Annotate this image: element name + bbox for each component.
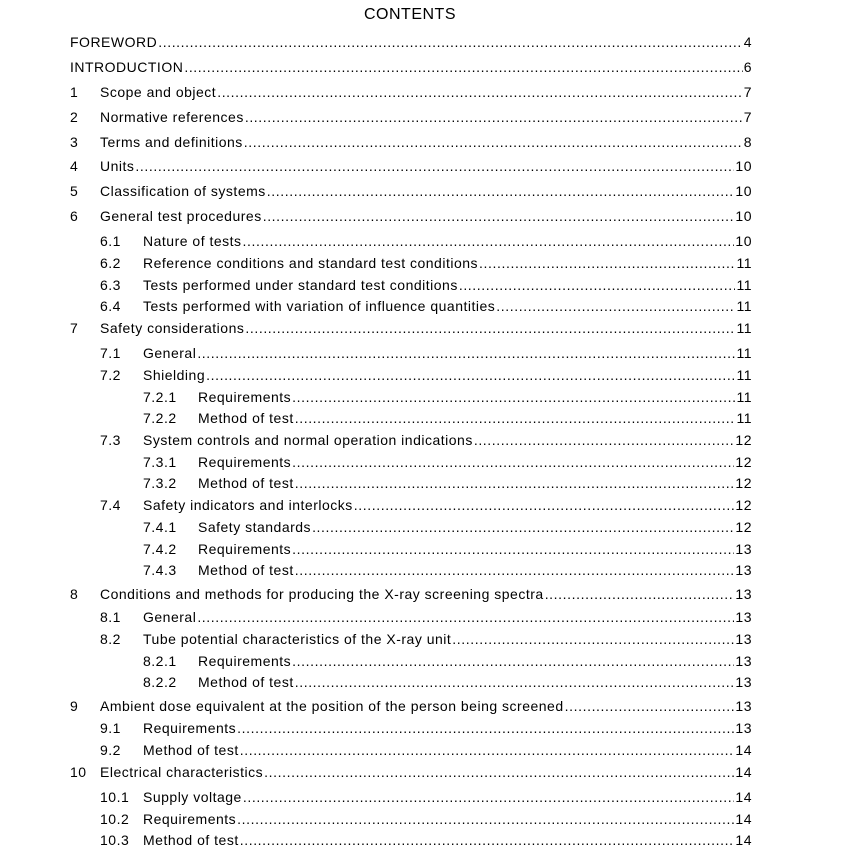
toc-entry-page: 14	[735, 764, 752, 780]
toc-entry-page: 13	[735, 698, 752, 714]
toc-entry-label: Method of test	[143, 832, 239, 848]
toc-entry-page: 11	[736, 277, 752, 293]
toc-entry-number: 10.3	[100, 832, 130, 848]
toc-entry-number: 7.2.2	[143, 410, 177, 426]
toc-entry-page: 11	[736, 320, 752, 336]
toc-entry-label: Safety indicators and interlocks	[143, 497, 353, 513]
toc-entry-label: Method of test	[143, 742, 239, 758]
toc-entry-number: 7	[70, 320, 79, 336]
toc-entry-page: 13	[735, 653, 752, 669]
toc-entry[interactable]	[100, 810, 752, 828]
toc-entry[interactable]	[70, 33, 752, 51]
toc-entry-number: 9.1	[100, 720, 121, 736]
toc-dot-leader	[292, 540, 734, 558]
toc-dot-leader	[292, 453, 734, 471]
toc-entry-number: 9.2	[100, 742, 121, 758]
toc-entry-page: 12	[735, 497, 752, 513]
toc-entry[interactable]	[100, 741, 752, 759]
toc-entry-page: 12	[735, 432, 752, 448]
toc-entry[interactable]	[100, 366, 752, 384]
toc-entry-label: Safety considerations	[100, 320, 245, 336]
toc-entry-number: 8.2	[100, 631, 121, 647]
toc-entry-page: 4	[743, 34, 752, 50]
toc-entry[interactable]	[70, 182, 752, 200]
toc-entry-page: 13	[735, 720, 752, 736]
toc-entry-page: 11	[736, 389, 752, 405]
toc-entry[interactable]	[100, 788, 752, 806]
toc-entry-number: 6	[70, 208, 79, 224]
toc-dot-leader	[245, 108, 743, 126]
toc-entry-page: 10	[735, 208, 752, 224]
toc-dot-leader	[240, 741, 735, 759]
toc-entry[interactable]	[100, 719, 752, 737]
toc-entry[interactable]	[70, 585, 752, 603]
toc-entry-label: Requirements	[198, 653, 292, 669]
toc-entry[interactable]	[143, 561, 752, 579]
toc-dot-leader	[565, 697, 735, 715]
toc-entry[interactable]	[70, 58, 752, 76]
toc-dot-leader	[292, 652, 734, 670]
toc-entry[interactable]	[70, 157, 752, 175]
toc-entry-number: 7.4.2	[143, 541, 177, 557]
toc-dot-leader	[244, 133, 743, 151]
toc-dot-leader	[184, 58, 742, 76]
toc-entry-page: 14	[735, 811, 752, 827]
toc-dot-leader	[545, 585, 735, 603]
toc-entry-page: 14	[735, 832, 752, 848]
toc-entry-label: Method of test	[198, 674, 294, 690]
toc-entry-number: 10.2	[100, 811, 130, 827]
page-title: CONTENTS	[364, 6, 456, 23]
toc-entry-number: 3	[70, 134, 79, 150]
toc-entry-number: 2	[70, 109, 79, 125]
toc-dot-leader	[135, 157, 734, 175]
toc-entry-page: 12	[735, 475, 752, 491]
toc-dot-leader	[295, 474, 735, 492]
toc-entry[interactable]	[143, 652, 752, 670]
toc-entry-page: 13	[735, 562, 752, 578]
toc-entry-page: 10	[735, 183, 752, 199]
toc-entry-page: 11	[736, 255, 752, 271]
toc-entry[interactable]	[100, 276, 752, 294]
toc-entry-label: Tests performed under standard test conditions	[143, 277, 458, 293]
toc-dot-leader	[237, 810, 734, 828]
toc-entry-number: 7.1	[100, 345, 121, 361]
toc-entry-page: 10	[735, 158, 752, 174]
toc-dot-leader	[292, 388, 735, 406]
toc-entry-label: General test procedures	[100, 208, 262, 224]
toc-entry-page: 11	[736, 367, 752, 383]
toc-dot-leader	[452, 630, 734, 648]
toc-entry-page: 14	[735, 789, 752, 805]
toc-entry-label: System controls and normal operation indications	[143, 432, 473, 448]
toc-entry-label: Requirements	[143, 811, 237, 827]
toc-entry-number: 6.2	[100, 255, 121, 271]
toc-entry[interactable]	[143, 409, 752, 427]
toc-entry-label: Tube potential characteristics of the X-ray unit	[143, 631, 452, 647]
toc-entry-label: Method of test	[198, 475, 294, 491]
toc-entry[interactable]	[70, 83, 752, 101]
toc-entry-number: 7.3	[100, 432, 121, 448]
toc-entry-label: Units	[100, 158, 135, 174]
toc-entry[interactable]	[100, 608, 752, 626]
toc-entry[interactable]	[70, 763, 752, 781]
toc-dot-leader	[496, 297, 735, 315]
toc-entry-number: 8.1	[100, 609, 121, 625]
toc-dot-leader	[312, 518, 734, 536]
toc-entry[interactable]	[100, 254, 752, 272]
toc-entry-label: Tests performed with variation of influence quantities	[143, 298, 496, 314]
toc-entry-label: Classification of systems	[100, 183, 266, 199]
toc-entry[interactable]	[100, 831, 752, 849]
toc-entry-label: Conditions and methods for producing the X-ray screening spectra	[100, 586, 544, 602]
toc-dot-leader	[459, 276, 736, 294]
toc-entry-number: 6.1	[100, 233, 121, 249]
toc-entry-number: 7.4	[100, 497, 121, 513]
toc-entry-page: 13	[735, 586, 752, 602]
toc-dot-leader	[479, 254, 735, 272]
toc-entry-number: 7.4.1	[143, 519, 177, 535]
toc-entry-label: Safety standards	[198, 519, 312, 535]
toc-entry-label: Requirements	[198, 389, 292, 405]
toc-dot-leader	[206, 366, 735, 384]
toc-entry[interactable]	[100, 496, 752, 514]
toc-entry[interactable]	[143, 388, 752, 406]
toc-entry-page: 11	[736, 345, 752, 361]
toc-entry-number: 8.2.2	[143, 674, 177, 690]
toc-entry-label: Ambient dose equivalent at the position of the person being screened	[100, 698, 564, 714]
toc-entry-label: Requirements	[198, 454, 292, 470]
toc-entry-number: 1	[70, 84, 79, 100]
toc-dot-leader	[197, 344, 735, 362]
toc-entry-label: Method of test	[198, 410, 294, 426]
toc-entry-label: Requirements	[198, 541, 292, 557]
toc-entry-label: Supply voltage	[143, 789, 242, 805]
toc-entry-label: Method of test	[198, 562, 294, 578]
toc-dot-leader	[237, 719, 734, 737]
toc-dot-leader	[243, 788, 735, 806]
toc-entry[interactable]	[143, 474, 752, 492]
toc-entry-number: 8	[70, 586, 79, 602]
toc-dot-leader	[474, 431, 735, 449]
toc-entry[interactable]	[70, 319, 752, 337]
toc-dot-leader	[295, 409, 736, 427]
toc-dot-leader	[158, 33, 742, 51]
toc-dot-leader	[267, 182, 735, 200]
toc-entry[interactable]	[100, 630, 752, 648]
toc-entry[interactable]	[143, 540, 752, 558]
toc-entry-label: Scope and object	[100, 84, 217, 100]
toc-entry[interactable]	[70, 108, 752, 126]
toc-entry-label: Normative references	[100, 109, 244, 125]
toc-dot-leader	[240, 831, 735, 849]
toc-entry-page: 12	[735, 454, 752, 470]
toc-entry[interactable]	[143, 673, 752, 691]
toc-dot-leader	[243, 232, 735, 250]
toc-dot-leader	[354, 496, 735, 514]
toc-entry-page: 12	[735, 519, 752, 535]
toc-entry-page: 13	[735, 674, 752, 690]
toc-entry-label: FOREWORD	[70, 34, 158, 50]
toc-entry-label: General	[143, 345, 197, 361]
toc-entry-page: 13	[735, 631, 752, 647]
toc-entry-label: Requirements	[143, 720, 237, 736]
toc-entry-label: General	[143, 609, 197, 625]
toc-entry[interactable]	[143, 453, 752, 471]
toc-entry-number: 10.1	[100, 789, 130, 805]
toc-entry-page: 11	[736, 410, 752, 426]
toc-entry[interactable]	[143, 518, 752, 536]
toc-entry-number: 7.2.1	[143, 389, 177, 405]
toc-entry-number: 9	[70, 698, 79, 714]
toc-entry-label: Terms and definitions	[100, 134, 243, 150]
toc-entry-number: 5	[70, 183, 79, 199]
toc-entry-number: 8.2.1	[143, 653, 177, 669]
toc-entry-number: 6.4	[100, 298, 121, 314]
toc-entry-page: 6	[743, 59, 752, 75]
toc-entry[interactable]	[70, 697, 752, 715]
toc-entry[interactable]	[100, 232, 752, 250]
toc-entry-page: 7	[743, 109, 752, 125]
toc-entry-label: Reference conditions and standard test conditions	[143, 255, 479, 271]
toc-entry-number: 6.3	[100, 277, 121, 293]
toc-entry-page: 13	[735, 609, 752, 625]
toc-entry-number: 7.4.3	[143, 562, 177, 578]
toc-entry[interactable]	[100, 344, 752, 362]
toc-entry[interactable]	[100, 431, 752, 449]
toc-entry-label: Electrical characteristics	[100, 764, 264, 780]
toc-entry-page: 8	[743, 134, 752, 150]
toc-entry[interactable]	[70, 207, 752, 225]
toc-entry-label: Shielding	[143, 367, 206, 383]
toc-dot-leader	[217, 83, 743, 101]
toc-entry-page: 14	[735, 742, 752, 758]
toc-dot-leader	[295, 561, 735, 579]
toc-dot-leader	[295, 673, 735, 691]
toc-entry-number: 7.2	[100, 367, 121, 383]
toc-entry[interactable]	[70, 133, 752, 151]
toc-entry-label: Nature of tests	[143, 233, 242, 249]
toc-entry-number: 7.3.1	[143, 454, 177, 470]
toc-entry-label: INTRODUCTION	[70, 59, 184, 75]
toc-entry-page: 7	[743, 84, 752, 100]
toc-dot-leader	[197, 608, 734, 626]
toc-dot-leader	[245, 319, 735, 337]
toc-dot-leader	[264, 763, 734, 781]
toc-entry-page: 10	[735, 233, 752, 249]
toc-entry-number: 7.3.2	[143, 475, 177, 491]
toc-entry-page: 13	[735, 541, 752, 557]
toc-entry-number: 4	[70, 158, 79, 174]
toc-entry-page: 11	[736, 298, 752, 314]
toc-entry-number: 10	[70, 764, 87, 780]
toc-entry[interactable]	[100, 297, 752, 315]
toc-dot-leader	[263, 207, 735, 225]
